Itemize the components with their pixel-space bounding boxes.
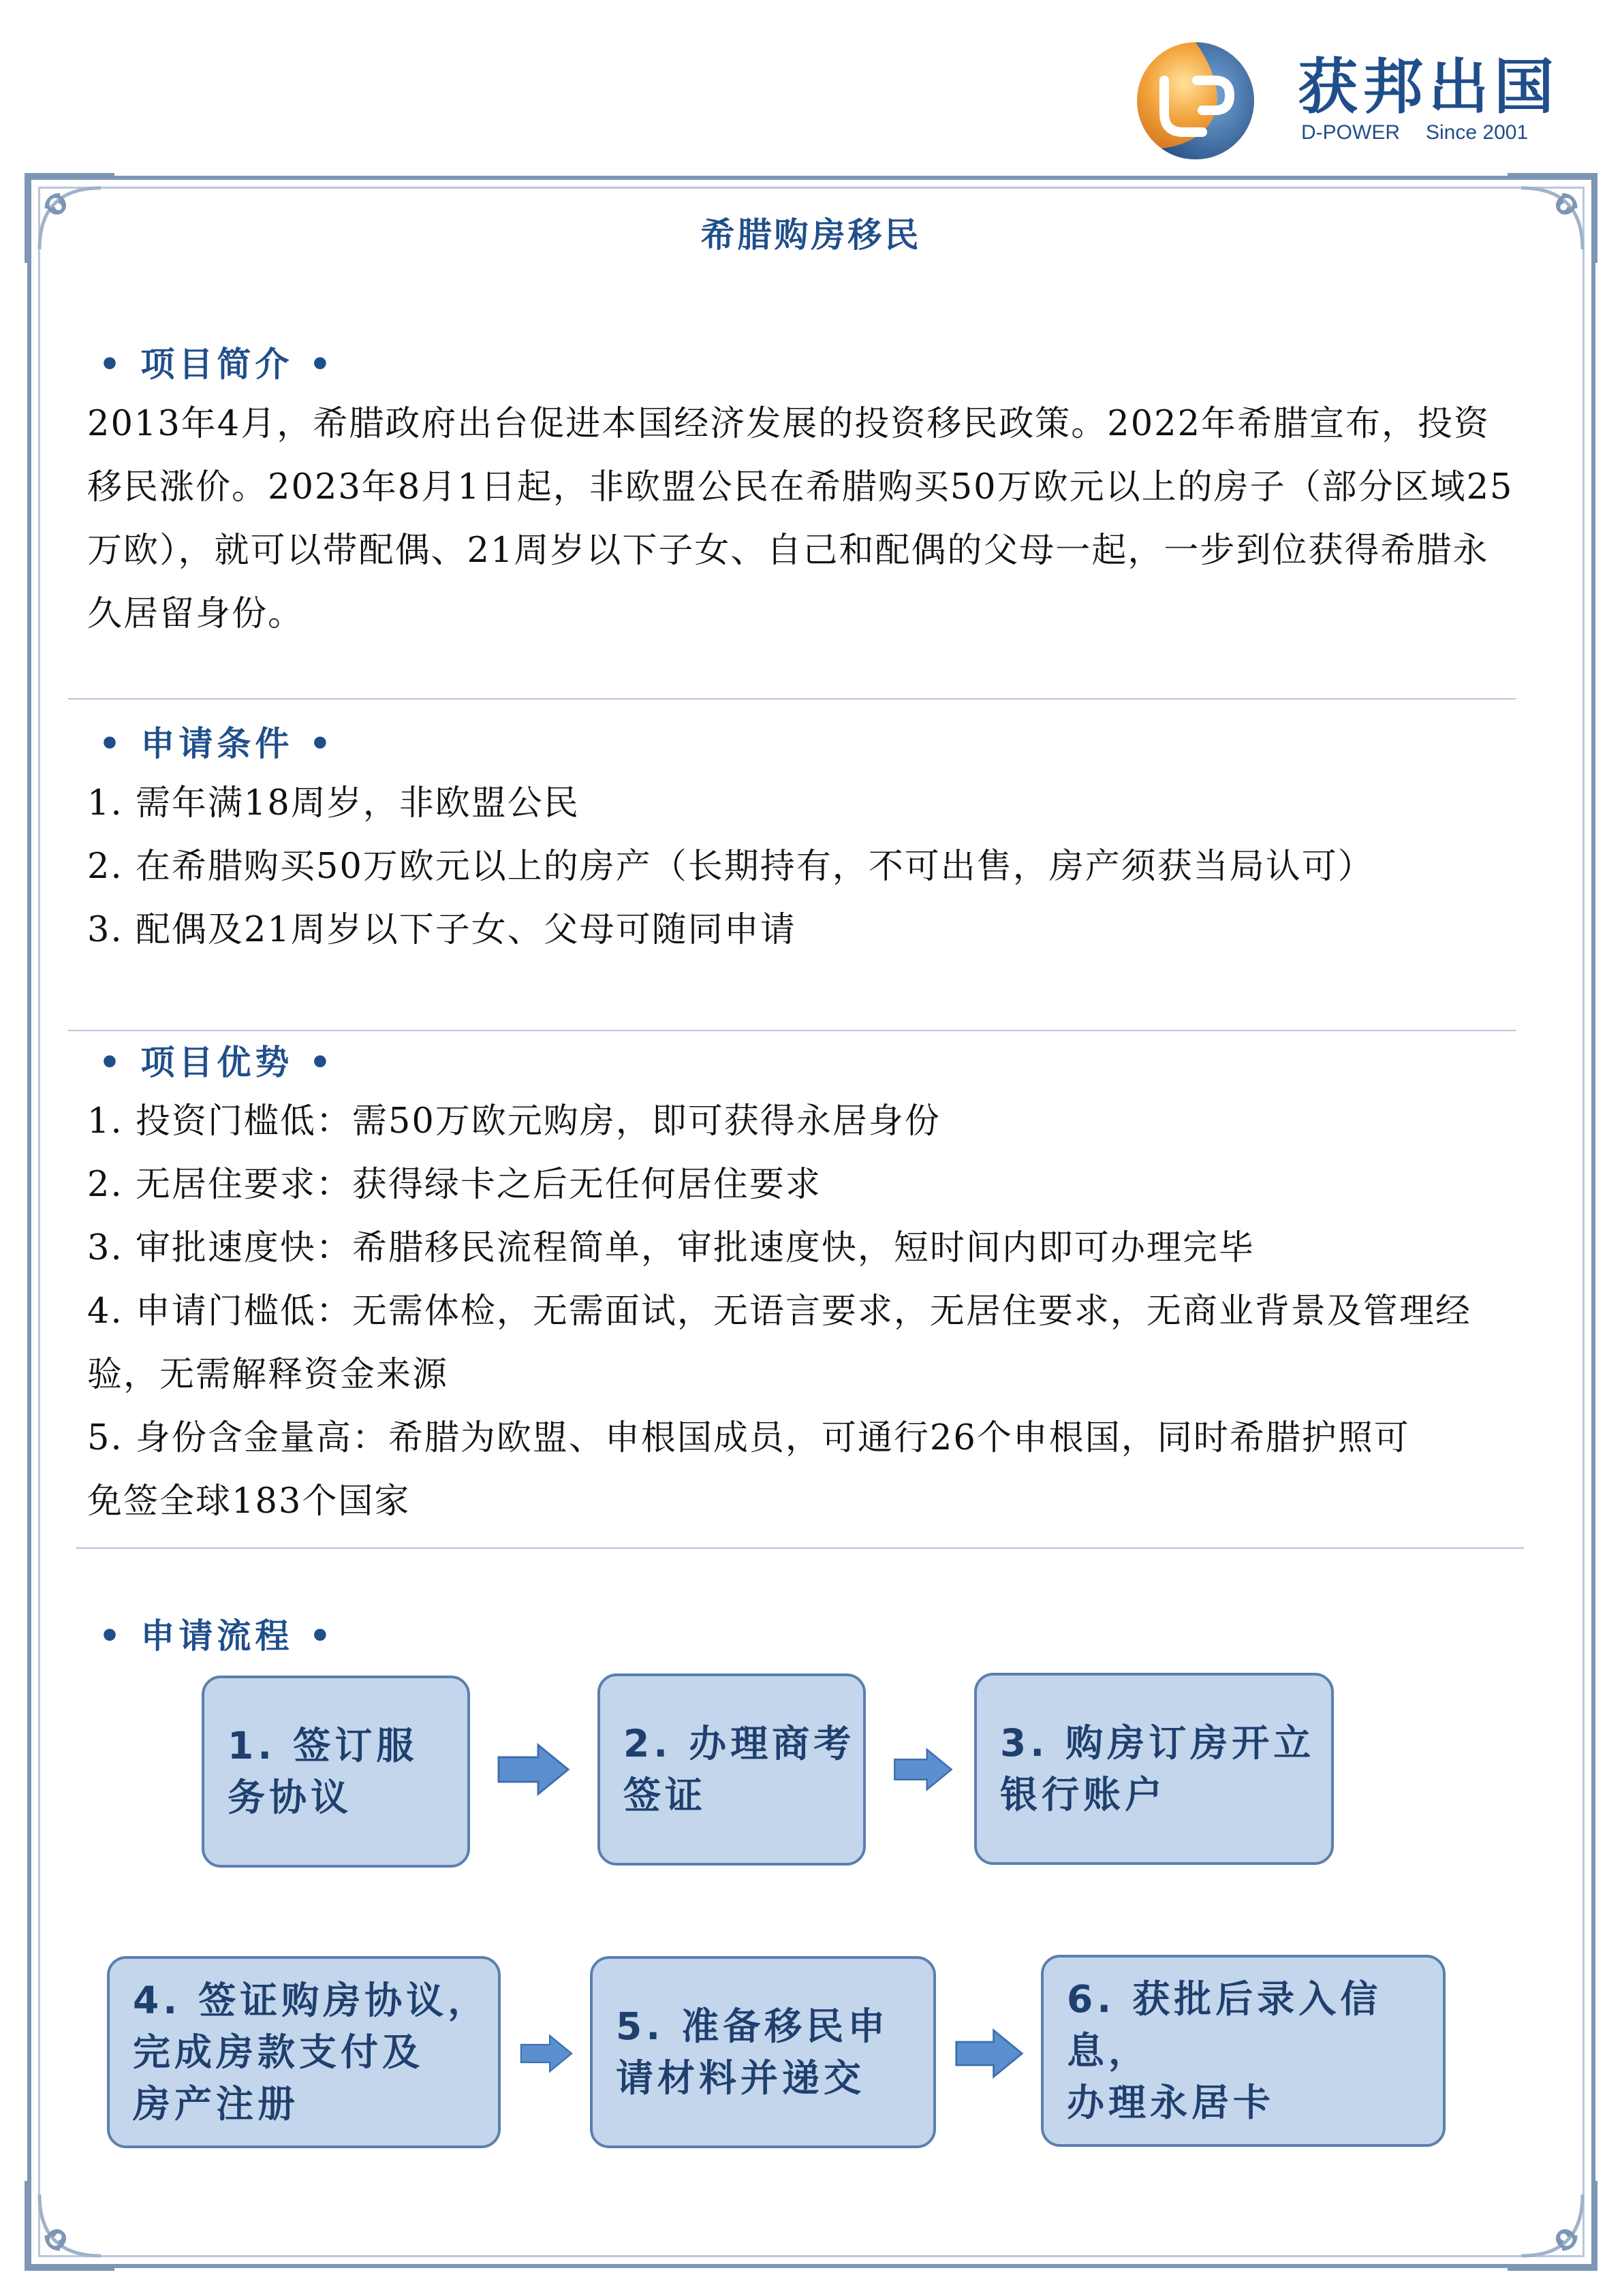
section-heading-label: 项目简介 — [140, 345, 294, 384]
corner-ornament-icon — [19, 2174, 121, 2276]
list-item: 3. 审批速度快：希腊移民流程简单，审批速度快，短时间内即可办理完毕 — [87, 1228, 1255, 1268]
list-item: 免签全球183个国家 — [87, 1481, 411, 1522]
arrow-right-icon — [496, 1742, 571, 1797]
list-item: 2. 无居住要求：获得绿卡之后无任何居住要求 — [87, 1165, 822, 1205]
bullet-dot-icon: • — [309, 1616, 335, 1656]
list-item: 验，无需解释资金来源 — [87, 1355, 449, 1395]
advantages-list — [87, 1090, 1531, 1533]
process-step-line: 1. 签订服 — [228, 1724, 418, 1767]
brand-logo-icon — [1134, 40, 1257, 162]
list-item: 4. 申请门槛低：无需体检，无需面试，无语言要求，无居住要求，无商业背景及管理经 — [87, 1291, 1471, 1332]
bullet-dot-icon: • — [309, 1043, 335, 1082]
brand-name: 获邦出国 — [1298, 52, 1560, 122]
process-step-line: 3. 购房订房开立 — [1000, 1721, 1315, 1765]
process-step-line: 4. 签证购房协议， — [133, 1979, 490, 2022]
process-step-line: 6. 获批后录入信息， — [1067, 1977, 1382, 2073]
brand-tagline-right: Since 2001 — [1426, 121, 1529, 144]
bullet-dot-icon: • — [309, 345, 335, 384]
process-step-4 — [107, 1956, 501, 2148]
list-item: 3. 配偶及21周岁以下子女、父母可随同申请 — [87, 910, 796, 950]
corner-ornament-icon — [1501, 2174, 1603, 2276]
section-divider — [68, 698, 1516, 699]
bullet-dot-icon: • — [99, 724, 125, 764]
page-title: 希腊购房移民 — [700, 215, 922, 255]
bullet-dot-icon: • — [99, 1616, 125, 1656]
section-divider — [68, 1030, 1516, 1031]
intro-paragraph: 2013年4月，希腊政府出台促进本国经济发展的投资移民政策。2022年希腊宣布，投资移民涨价。2023年8月1日起，非欧盟公民在希腊购买50万欧元以上的房子（部分区域25万欧），就可以带配偶、21周岁以下子女、自己和配偶的父母一起，一步到位获得希腊永久居留身份。 — [87, 404, 1514, 634]
process-step-line: 务协议 — [228, 1776, 353, 1819]
brand-tagline-left: D-POWER — [1301, 121, 1400, 144]
section-heading-conditions — [99, 717, 335, 766]
process-step-line: 完成房款支付及 — [133, 2030, 424, 2074]
list-item: 5. 身份含金量高：希腊为欧盟、申根国成员，可通行26个申根国，同时希腊护照可 — [87, 1418, 1410, 1458]
process-step-5 — [590, 1956, 936, 2148]
process-step-line: 请材料并递交 — [616, 2056, 866, 2100]
process-step-line: 5. 准备移民申 — [616, 2004, 890, 2048]
process-step-6 — [1041, 1955, 1446, 2147]
section-heading-label: 申请条件 — [140, 724, 294, 764]
bullet-dot-icon: • — [99, 345, 125, 384]
list-item: 2. 在希腊购买50万欧元以上的房产（长期持有，不可出售，房产须获当局认可） — [87, 847, 1374, 887]
process-step-line: 银行账户 — [1000, 1773, 1167, 1817]
brand-tagline — [1301, 121, 1601, 144]
conditions-list — [87, 772, 1531, 962]
section-heading-advantages — [99, 1035, 335, 1084]
process-step-line: 签证 — [623, 1774, 707, 1817]
bullet-dot-icon: • — [309, 724, 335, 764]
process-step-2 — [597, 1673, 866, 1866]
process-step-line: 房产注册 — [133, 2082, 300, 2126]
section-heading-intro — [99, 337, 335, 386]
arrow-right-icon — [954, 2026, 1025, 2081]
process-step-line: 办理永居卡 — [1067, 2081, 1275, 2124]
section-divider — [76, 1547, 1524, 1549]
arrow-right-icon — [519, 2026, 574, 2081]
section-heading-process — [99, 1609, 335, 1658]
arrow-right-icon — [892, 1742, 954, 1797]
section-heading-label: 申请流程 — [140, 1616, 294, 1656]
process-step-1 — [202, 1676, 470, 1868]
process-step-3 — [974, 1673, 1334, 1865]
section-heading-label: 项目优势 — [140, 1043, 294, 1082]
list-item: 1. 投资门槛低：需50万欧元购房，即可获得永居身份 — [87, 1101, 941, 1142]
process-step-line: 2. 办理商考 — [623, 1722, 856, 1765]
bullet-dot-icon: • — [99, 1043, 125, 1082]
list-item: 1. 需年满18周岁，非欧盟公民 — [87, 783, 580, 823]
